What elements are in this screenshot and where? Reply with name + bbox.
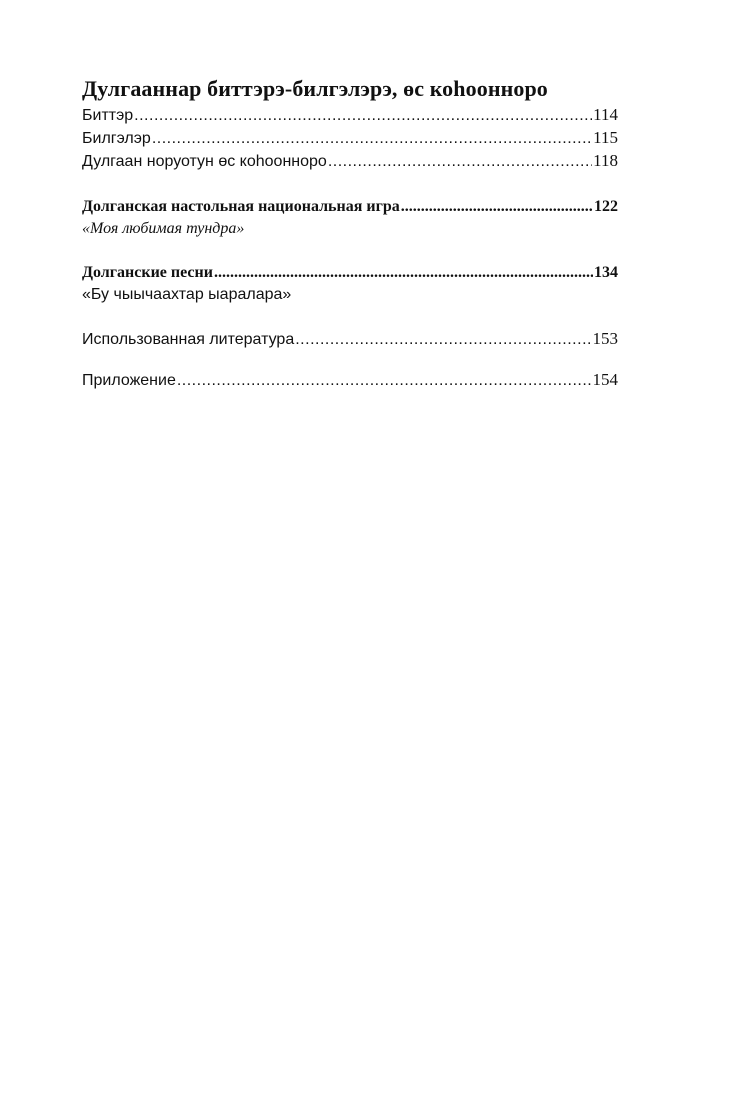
section-title-dolgan: Дулгааннар биттэрэ-билгэлэрэ, өс коhоонноро: [82, 76, 548, 101]
toc-entry-label: Билгэлэр: [82, 130, 151, 147]
toc-entry-bilgeler: [82, 127, 618, 150]
leader-dots: [152, 128, 592, 150]
toc-entry-label: Дулгаан норуотун өс коhоонноро: [82, 153, 327, 170]
toc-entry-songs: [82, 262, 618, 284]
leader-dots: [177, 370, 592, 392]
toc-entry-page: 114: [593, 105, 618, 124]
leader-dots: [295, 329, 591, 351]
spacer: [82, 351, 618, 369]
toc-entry-label: Использованная литература: [82, 331, 295, 348]
toc-entry-page: 154: [592, 370, 618, 389]
leader-dots: [214, 262, 593, 284]
toc-entry-appendix: [82, 369, 618, 392]
toc-entry-page: 122: [594, 198, 618, 215]
leader-dots: [134, 105, 592, 127]
spacer: [82, 306, 618, 328]
toc-entry-label: Долганская настольная национальная игра: [82, 198, 400, 215]
toc-entry-board-game: [82, 196, 618, 218]
table-of-contents: [82, 76, 618, 392]
toc-entry-label: Долганские песни: [82, 264, 213, 281]
toc-entry-page: 153: [592, 329, 618, 348]
toc-subtitle-board-game: «Моя любимая тундра»: [82, 220, 245, 237]
spacer: [82, 240, 618, 262]
toc-entry-bitter: [82, 104, 618, 127]
toc-entry-label: Биттэр: [82, 107, 134, 124]
toc-entry-page: 118: [593, 151, 618, 170]
spacer: [82, 173, 618, 196]
toc-entry-proverbs: [82, 150, 618, 173]
toc-entry-page: 134: [594, 264, 618, 281]
toc-entry-label: Приложение: [82, 372, 176, 389]
leader-dots: [401, 196, 593, 218]
toc-entry-references: [82, 328, 618, 351]
toc-subtitle-songs: «Бу чыычаахтар ыаралара»: [82, 286, 292, 303]
toc-entry-page: 115: [593, 128, 618, 147]
leader-dots: [328, 151, 592, 173]
